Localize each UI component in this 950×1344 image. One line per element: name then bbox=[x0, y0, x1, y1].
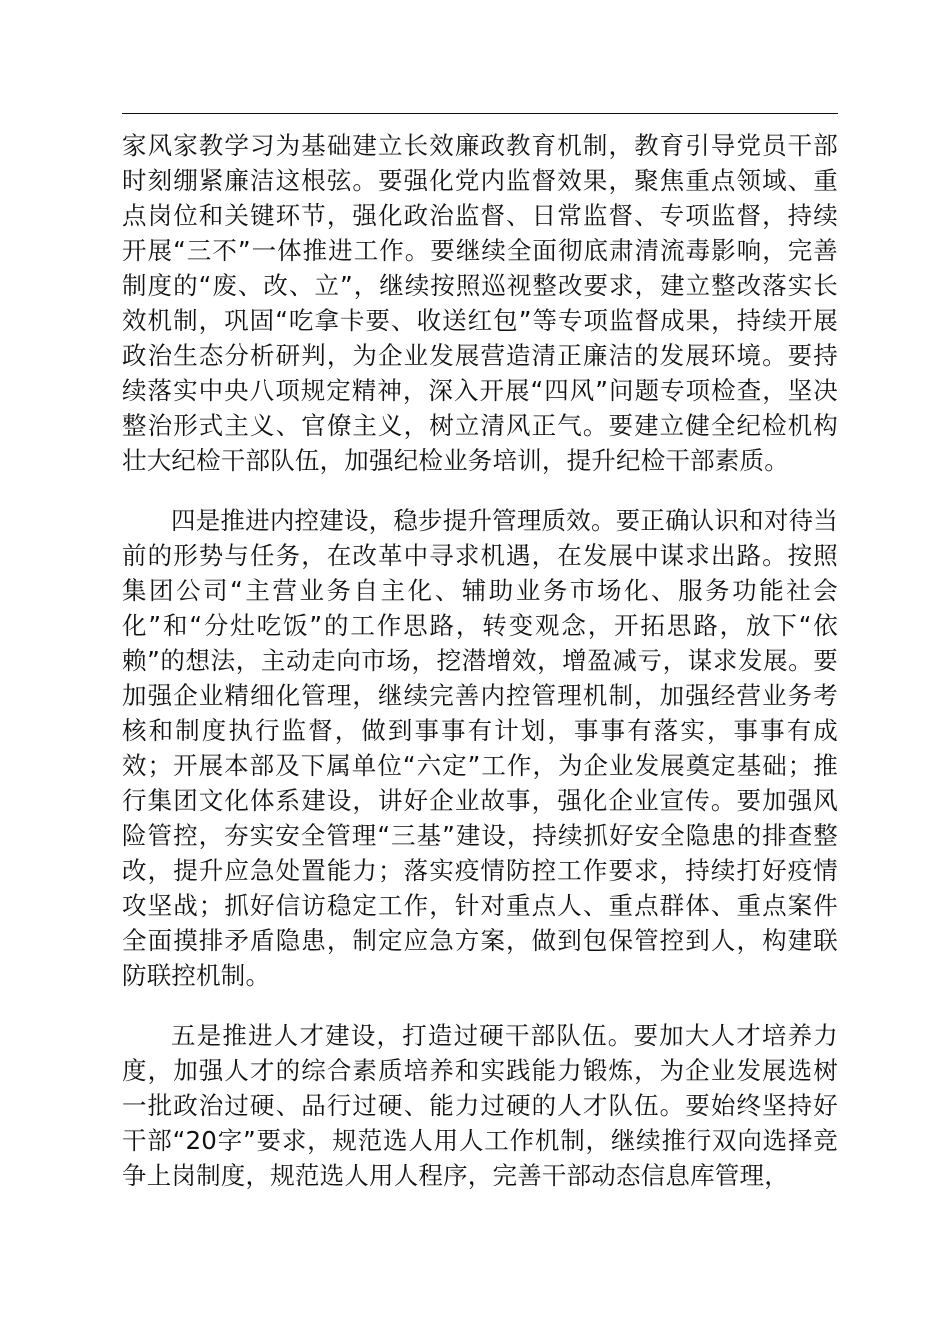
paragraph-internal-control: 四是推进内控建设，稳步提升管理质效。要正确认识和对待当前的形势与任务，在改革中寻求机遇，在发展中谋求出路。按照集团公司“主营业务自主化、辅助业务市场化、服务功能社会化”和“分灶吃饭”的工作思路，转变观念，开拓思路，放下“依赖”的想法，主动走向市场，挖潜增效，增盈减亏，谋求发展。要加强企业精细化管理，继续完善内控管理机制，加强经营业务考核和制度执行监督，做到事事有计划，事事有落实，事事有成效；开展本部及下属单位“六定”工作，为企业发展奠定基础；推行集团文化体系建设，讲好企业故事，强化企业宣传。要加强风险管控，夯实安全管理“三基”建设，持续抓好安全隐患的排查整改，提升应急处置能力；落实疫情防控工作要求，持续打好疫情攻坚战；抓好信访稳定工作，针对重点人、重点群体、重点案件全面摸排矛盾隐患，制定应急方案，做到包保管控到人，构建联防联控机制。 bbox=[122, 506, 838, 990]
document-body bbox=[122, 128, 838, 1193]
paragraph-continued: 家风家教学习为基础建立长效廉政教育机制，教育引导党员干部时刻绷紧廉洁这根弦。要强化党内监督效果，聚焦重点领域、重点岗位和关键环节，强化政治监督、日常监督、专项监督，持续开展“三不”一体推进工作。要继续全面彻底肃清流毒影响，完善制度的“废、改、立”，继续按照巡视整改要求，建立整改落实长效机制，巩固“吃拿卡要、收送红包”等专项监督成果，持续开展政治生态分析研判，为企业发展营造清正廉洁的发展环境。要持续落实中央八项规定精神，深入开展“四风”问题专项检查，坚决整治形式主义、官僚主义，树立清风正气。要建立健全纪检机构壮大纪检干部队伍，加强纪检业务培训，提升纪检干部素质。 bbox=[122, 131, 838, 475]
paragraph-talent-building: 五是推进人才建设，打造过硬干部队伍。要加大人才培养力度，加强人才的综合素质培养和实践能力锻炼，为企业发展选树一批政治过硬、品行过硬、能力过硬的人才队伍。要始终坚持好干部“20字”要求，规范选人用人工作机制，继续推行双向选择竞争上岗制度，规范选人用人程序，完善干部动态信息库管理， bbox=[122, 1021, 838, 1190]
header-rule bbox=[122, 113, 838, 114]
